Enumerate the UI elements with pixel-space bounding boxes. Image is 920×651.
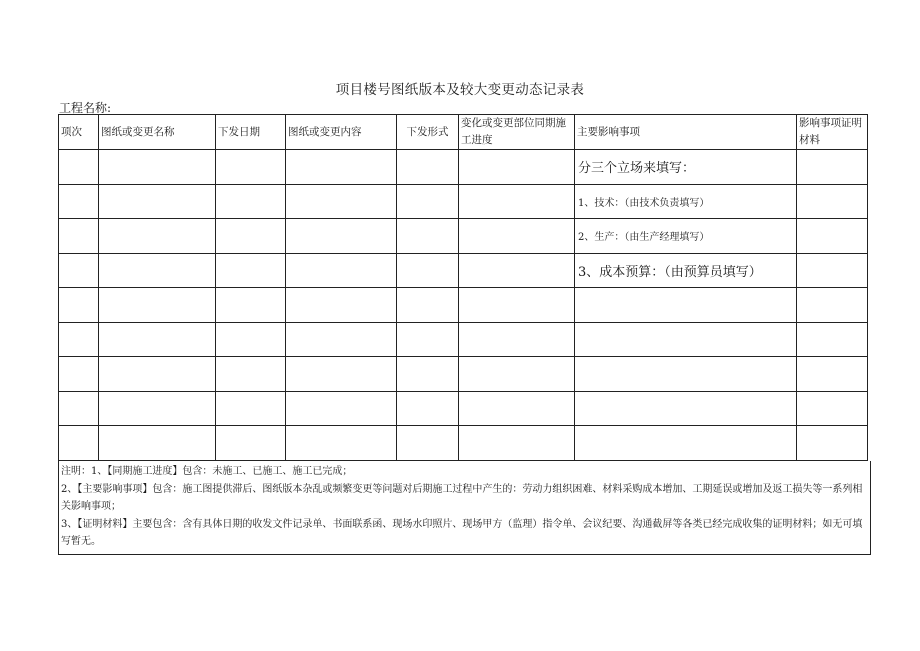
table-cell: [59, 184, 99, 219]
table-cell: [397, 288, 459, 323]
table-cell: [797, 426, 868, 461]
table-cell: [397, 391, 459, 426]
header-change-content: 图纸或变更内容: [286, 115, 397, 150]
table-cell: [59, 426, 99, 461]
table-row: [59, 253, 868, 288]
table-cell: [99, 391, 216, 426]
table-cell: [797, 357, 868, 392]
table-cell: [397, 184, 459, 219]
note-line: 注明：1、【同期施工进度】包含：未施工、已施工、施工已完成；: [61, 466, 353, 477]
table-cell: [797, 391, 868, 426]
table-cell: [797, 150, 868, 185]
table-cell: [459, 391, 575, 426]
table-cell: [797, 219, 868, 254]
table-cell: [59, 322, 99, 357]
table-cell: [59, 391, 99, 426]
table-cell: [459, 184, 575, 219]
table-cell: [99, 288, 216, 323]
table-cell: [286, 184, 397, 219]
header-item-no: 项次: [59, 115, 99, 150]
table-cell: [99, 322, 216, 357]
header-drawing-name: 图纸或变更名称: [99, 115, 216, 150]
impact-cell: 3、成本预算：（由预算员填写）: [575, 253, 797, 288]
table-cell: [216, 357, 286, 392]
table-row: [59, 426, 868, 461]
table-cell: [59, 219, 99, 254]
impact-cell: [575, 426, 797, 461]
table-cell: [797, 253, 868, 288]
note-line: 2、【主要影响事项】包含：施工图提供滞后、图纸版本杂乱或频繁变更等问题对后期施工过程中产生的：劳动力组织困难、材料采购成本增加、工期延误或增加及返工损失等一系列相关影响事项；: [61, 483, 863, 512]
table-row: [59, 322, 868, 357]
table-row: [59, 357, 868, 392]
table-cell: [99, 184, 216, 219]
impact-cell: 分三个立场来填写：: [575, 150, 797, 185]
table-row: [59, 150, 868, 185]
table-cell: [286, 150, 397, 185]
table-cell: [216, 322, 286, 357]
table-cell: [99, 253, 216, 288]
document-title: 项目楼号图纸版本及较大变更动态记录表: [335, 82, 585, 98]
impact-cell: [575, 322, 797, 357]
table-cell: [99, 426, 216, 461]
table-cell: [216, 184, 286, 219]
table-cell: [286, 322, 397, 357]
table-cell: [59, 288, 99, 323]
impact-cell: [575, 357, 797, 392]
table-cell: [797, 288, 868, 323]
table-cell: [459, 426, 575, 461]
impact-cell: 2、生产：（由生产经理填写）: [575, 219, 797, 254]
table-cell: [99, 150, 216, 185]
table-cell: [797, 322, 868, 357]
table-cell: [459, 288, 575, 323]
header-issue-form: 下发形式: [397, 115, 459, 150]
table-cell: [216, 288, 286, 323]
table-cell: [286, 219, 397, 254]
impact-cell: [575, 391, 797, 426]
table-cell: [286, 391, 397, 426]
table-row: [59, 288, 868, 323]
header-construction-progress: 变化或变更部位同期施工进度: [459, 115, 575, 150]
table-cell: [59, 150, 99, 185]
table-row: [59, 219, 868, 254]
header-issue-date: 下发日期: [216, 115, 286, 150]
table-cell: [397, 322, 459, 357]
table-cell: [286, 288, 397, 323]
table-cell: [59, 357, 99, 392]
header-evidence: 影响事项证明材料: [797, 115, 868, 150]
table-cell: [459, 150, 575, 185]
table-cell: [216, 391, 286, 426]
header-main-impact: 主要影响事项: [575, 115, 797, 150]
table-cell: [286, 426, 397, 461]
table-cell: [59, 253, 99, 288]
impact-cell: [575, 288, 797, 323]
table-cell: [216, 426, 286, 461]
impact-cell: 1、技术：（由技术负责填写）: [575, 184, 797, 219]
table-cell: [397, 357, 459, 392]
table-cell: [216, 253, 286, 288]
project-name-label: 工程名称:: [59, 101, 112, 115]
table-cell: [459, 253, 575, 288]
table-cell: [797, 184, 868, 219]
table-cell: [216, 150, 286, 185]
table-cell: [286, 357, 397, 392]
table-cell: [459, 357, 575, 392]
notes-section: [58, 461, 871, 555]
table-cell: [397, 253, 459, 288]
table-cell: [216, 219, 286, 254]
table-header-row: [59, 115, 868, 150]
table-cell: [459, 219, 575, 254]
table-cell: [397, 219, 459, 254]
note-line: 3、【证明材料】主要包含：含有具体日期的收发文件记录单、书面联系函、现场水印照片、现场甲方（监理）指令单、会议纪要、沟通截屏等各类已经完成收集的证明材料；如无可填写暂无。: [61, 518, 863, 547]
table-cell: [99, 219, 216, 254]
table-row: [59, 391, 868, 426]
table-cell: [286, 253, 397, 288]
change-record-table: [58, 114, 868, 461]
table-cell: [459, 322, 575, 357]
table-row: [59, 184, 868, 219]
table-cell: [99, 357, 216, 392]
table-cell: [397, 426, 459, 461]
table-cell: [397, 150, 459, 185]
